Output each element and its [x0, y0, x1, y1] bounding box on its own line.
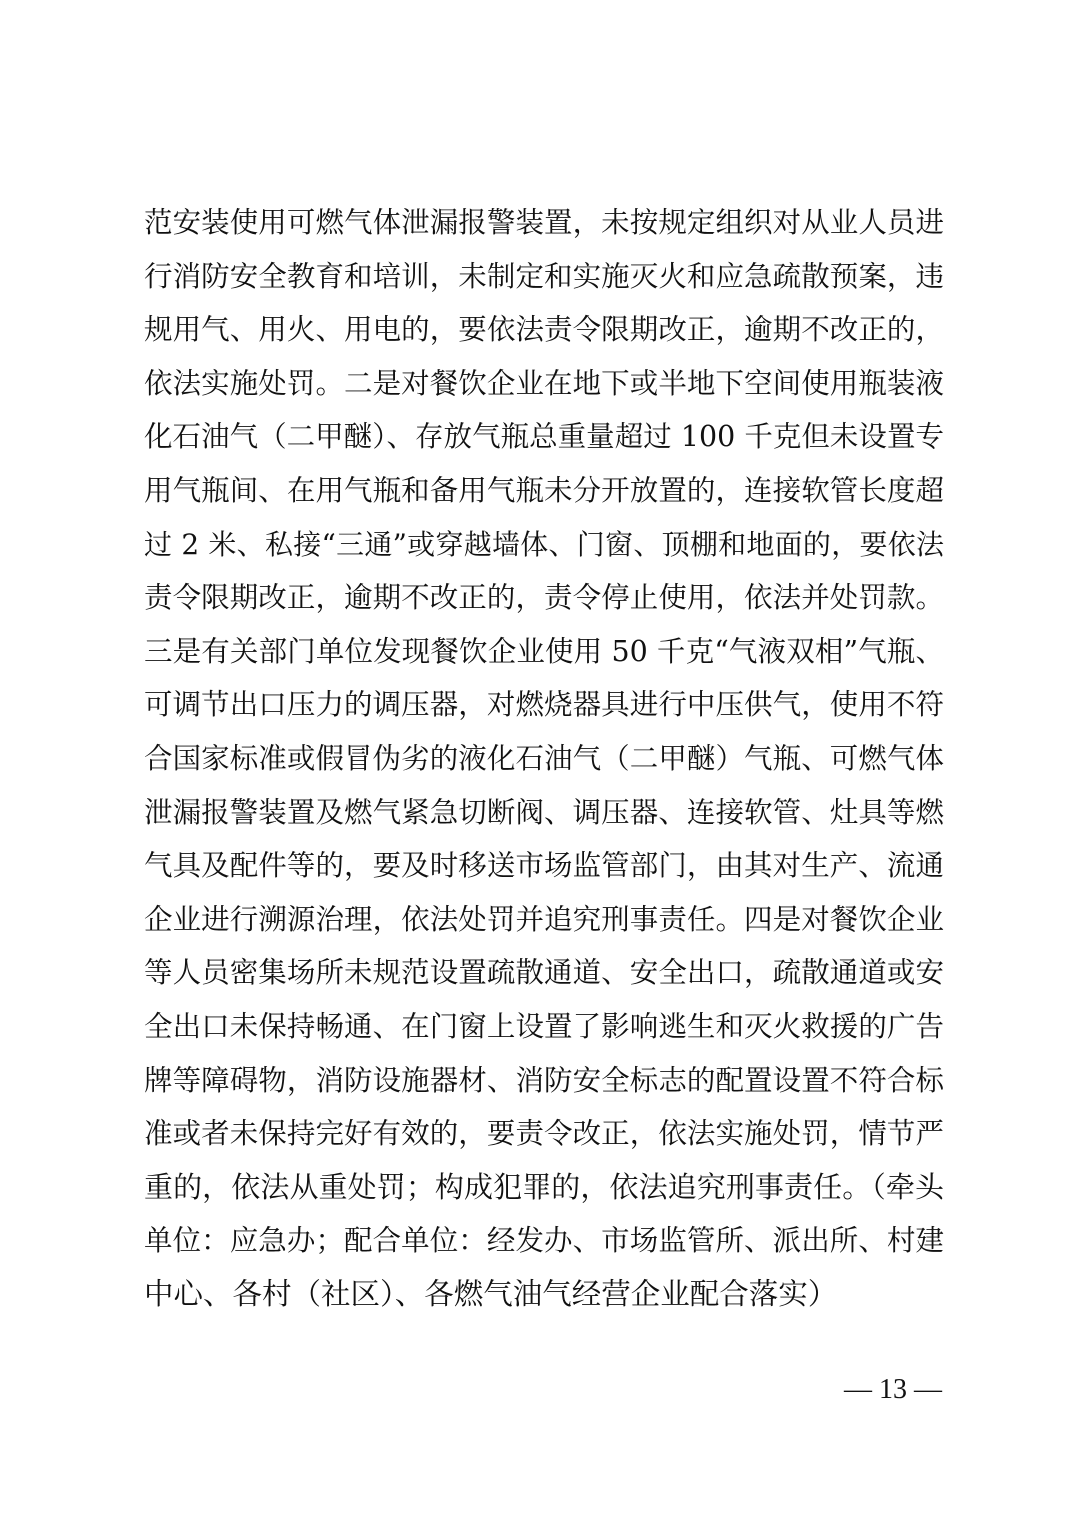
text-line: 牌等障碍物，消防设施器材、消防安全标志的配置设置不符合标: [144, 1063, 944, 1097]
text-line: 准或者未保持完好有效的，要责令改正，依法实施处罚，情节严: [144, 1117, 944, 1151]
text-line: 规用气、用火、用电的，要依法责令限期改正，逾期不改正的，: [144, 313, 944, 347]
text-line: 过 2 米、私接“三通”或穿越墙体、门窗、顶棚和地面的，要依法: [144, 527, 944, 561]
body-paragraph: [144, 196, 944, 1321]
text-line: 气具及配件等的，要及时移送市场监管部门，由其对生产、流通: [144, 849, 944, 883]
text-line: 企业进行溯源治理，依法处罚并追究刑事责任。四是对餐饮企业: [144, 902, 944, 936]
text-line: 责令限期改正，逾期不改正的，责令停止使用，依法并处罚款。: [144, 581, 944, 615]
text-line: 用气瓶间、在用气瓶和备用气瓶未分开放置的，连接软管长度超: [144, 473, 944, 507]
text-line: 重的，依法从重处罚；构成犯罪的，依法追究刑事责任。（牵头: [144, 1169, 944, 1204]
text-line: 单位：应急办；配合单位：经发办、市场监管所、派出所、村建: [144, 1224, 944, 1258]
text-line: 等人员密集场所未规范设置疏散通道、安全出口，疏散通道或安: [144, 956, 944, 990]
text-line: 行消防安全教育和培训，未制定和实施灭火和应急疏散预案，违: [144, 259, 944, 293]
text-line: 三是有关部门单位发现餐饮企业使用 50 千克“气液双相”气瓶、: [144, 634, 944, 668]
text-line: 合国家标准或假冒伪劣的液化石油气（二甲醚）气瓶、可燃气体: [144, 741, 944, 775]
text-line: 泄漏报警装置及燃气紧急切断阀、调压器、连接软管、灶具等燃: [144, 795, 944, 829]
text-line: 中心、各村（社区）、各燃气油气经营企业配合落实）: [144, 1276, 838, 1311]
text-line: 可调节出口压力的调压器，对燃烧器具进行中压供气，使用不符: [144, 688, 944, 722]
text-line: 全出口未保持畅通、在门窗上设置了影响逃生和灭火救援的广告: [144, 1009, 944, 1043]
text-line: 化石油气（二甲醚）、存放气瓶总重量超过 100 千克但未设置专: [144, 420, 944, 454]
text-line: 依法实施处罚。二是对餐饮企业在地下或半地下空间使用瓶装液: [144, 366, 944, 400]
text-line: 范安装使用可燃气体泄漏报警装置，未按规定组织对从业人员进: [144, 206, 944, 239]
page-number: — 13 —: [844, 1374, 942, 1405]
